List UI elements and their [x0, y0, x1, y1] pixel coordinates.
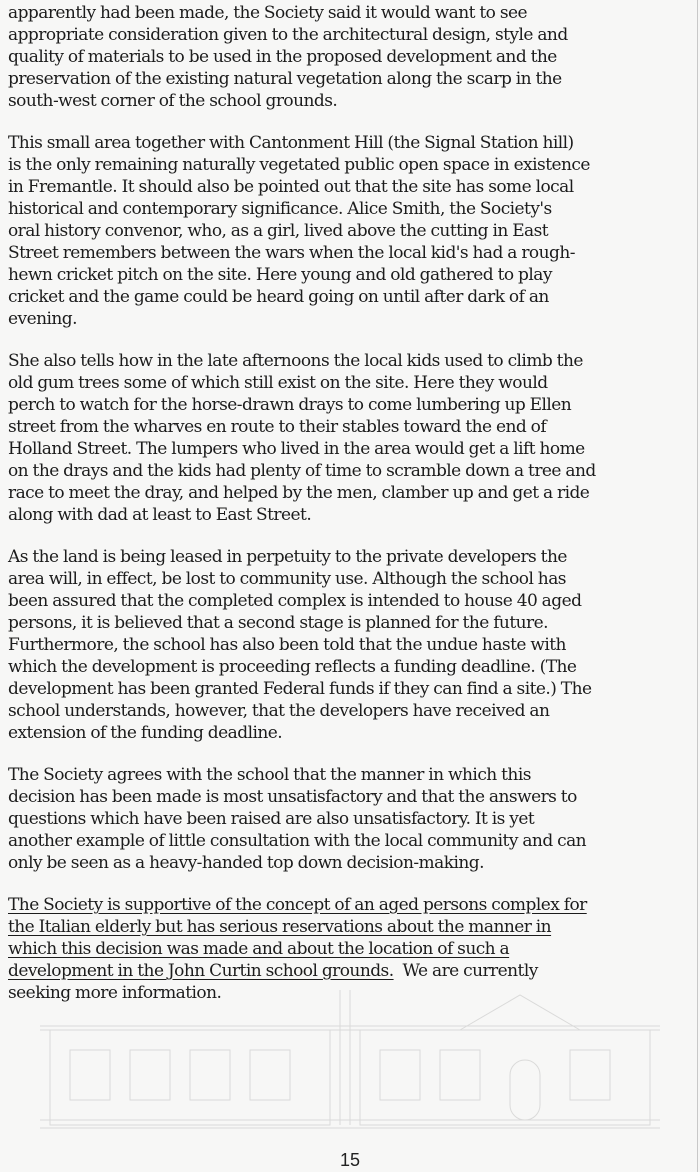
text-line: historical and contemporary significance. Alice Smith, the Society's [8, 199, 552, 219]
text-line: quality of materials to be used in the proposed development and the [8, 47, 557, 67]
text-line: south-west corner of the school grounds. [8, 91, 338, 111]
text-line: decision has been made is most unsatisfactory and that the answers to [8, 787, 577, 807]
underlined-text-line [8, 894, 692, 916]
underlined-statement: which this decision was made and about the location of such a [8, 939, 510, 959]
text-line: race to meet the dray, and helped by the men, clamber up and get a ride [8, 483, 590, 503]
text-line: Street remembers between the wars when the local kid's had a rough- [8, 243, 575, 263]
text-line: school understands, however, that the developers have received an [8, 701, 550, 721]
text-line: The Society agrees with the school that the manner in which this [8, 765, 531, 785]
paragraph-4 [8, 546, 692, 744]
text-line: which the development is proceeding reflects a funding deadline. (The [8, 657, 577, 677]
underlined-text-line [8, 938, 692, 960]
paragraph-6-conclusion [8, 894, 692, 1004]
text-line: along with dad at least to East Street. [8, 505, 312, 525]
text-line: area will, in effect, be lost to community use. Although the school has [8, 569, 566, 589]
underlined-statement: the Italian elderly but has serious reservations about the manner in [8, 917, 552, 937]
text-line: oral history convenor, who, as a girl, lived above the cutting in East [8, 221, 549, 241]
paragraph-1 [8, 2, 692, 112]
text-line: appropriate consideration given to the architectural design, style and [8, 25, 568, 45]
underlined-text-line [8, 916, 692, 938]
text-line: another example of little consultation with the local community and can [8, 831, 587, 851]
text-line: street from the wharves en route to their stables toward the end of [8, 417, 547, 437]
text-line: extension of the funding deadline. [8, 723, 283, 743]
paragraph-2 [8, 132, 692, 330]
trailing-text: We are currently [393, 961, 538, 981]
text-line: cricket and the game could be heard going on until after dark of an [8, 287, 549, 307]
text-line: As the land is being leased in perpetuity to the private developers the [8, 547, 567, 567]
text-line: seeking more information. [8, 983, 222, 1003]
text-line: preservation of the existing natural vegetation along the scarp in the [8, 69, 562, 89]
paragraph-3 [8, 350, 692, 526]
text-line: in Fremantle. It should also be pointed out that the site has some local [8, 177, 574, 197]
text-line: only be seen as a heavy-handed top down decision-making. [8, 853, 484, 873]
article-body [8, 2, 692, 1024]
text-line: Furthermore, the school has also been told that the undue haste with [8, 635, 566, 655]
text-line: questions which have been raised are also unsatisfactory. It is yet [8, 809, 535, 829]
text-line: She also tells how in the late afternoons the local kids used to climb the [8, 351, 583, 371]
page-number: 15 [339, 1150, 361, 1170]
text-line: This small area together with Cantonment Hill (the Signal Station hill) [8, 133, 574, 153]
underlined-statement: development in the John Curtin school grounds. [8, 961, 394, 981]
text-line: Holland Street. The lumpers who lived in the area would get a lift home [8, 439, 585, 459]
text-line: is the only remaining naturally vegetated public open space in existence [8, 155, 590, 175]
text-line: been assured that the completed complex is intended to house 40 aged [8, 591, 582, 611]
text-line: hewn cricket pitch on the site. Here young and old gathered to play [8, 265, 552, 285]
text-line: old gum trees some of which still exist on the site. Here they would [8, 373, 548, 393]
text-line: perch to watch for the horse-drawn drays to come lumbering up Ellen [8, 395, 572, 415]
page-edge-line [697, 0, 698, 1172]
text-line: apparently had been made, the Society said it would want to see [8, 3, 528, 23]
underlined-text-line [8, 960, 692, 982]
paragraph-5 [8, 764, 692, 874]
underlined-statement: The Society is supportive of the concept of an aged persons complex for [8, 895, 587, 915]
text-line: on the drays and the kids had plenty of time to scramble down a tree and [8, 461, 596, 481]
text-line: evening. [8, 309, 77, 329]
text-line: development has been granted Federal funds if they can find a site.) The [8, 679, 592, 699]
text-line: persons, it is believed that a second stage is planned for the future. [8, 613, 548, 633]
